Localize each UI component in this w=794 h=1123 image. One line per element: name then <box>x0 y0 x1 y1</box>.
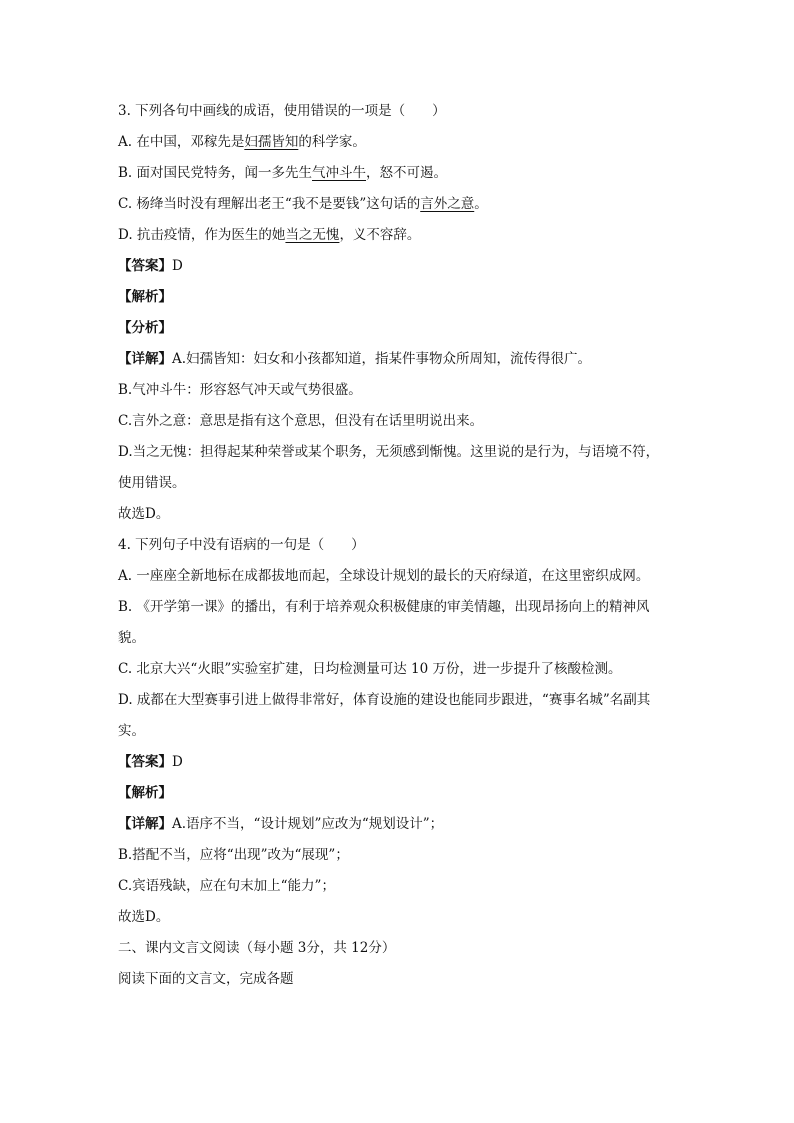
q4-analysis-label: 【解析】 <box>118 785 172 801</box>
section-2-instruction: 阅读下面的文言文，完成各题 <box>118 971 294 987</box>
q3-option-a: A. 在中国，邓稼先是妇孺皆知的科学家。 <box>118 134 366 150</box>
q4-option-c: C. 北京大兴“火眼”实验室扩建，日均检测量可达 10 万份，进一步提升了核酸检测。 <box>118 661 622 677</box>
q3-detail-d: D.当之无愧：担得起某种荣誉或某个职务，无须感到惭愧。这里说的是行为，与语境不符， <box>118 444 660 460</box>
q3-detail-c: C.言外之意：意思是指有这个意思，但没有在话里明说出来。 <box>118 413 484 429</box>
underlined-idiom: 气冲斗牛 <box>312 165 367 181</box>
underlined-idiom: 妇孺皆知 <box>244 134 299 150</box>
q3-option-d: D. 抗击疫情，作为医生的她当之无愧，义不容辞。 <box>118 227 421 243</box>
underlined-idiom: 言外之意 <box>420 196 475 212</box>
q3-analysis-label: 【解析】 <box>118 289 172 305</box>
q3-option-c: C. 杨绛当时没有理解出老王“我不是要钱”这句话的言外之意。 <box>118 196 488 212</box>
q4-option-d-cont: 实。 <box>118 723 145 739</box>
underlined-idiom: 当之无愧 <box>285 227 340 243</box>
q4-conclusion: 故选D。 <box>118 909 170 925</box>
q4-answer: 【答案】D <box>118 754 183 770</box>
q4-detail-b: B.搭配不当，应将“出现”改为“展现”； <box>118 847 349 863</box>
q3-detail-a: 【详解】A.妇孺皆知：妇女和小孩都知道，指某件事物众所周知，流传得很广。 <box>118 351 592 367</box>
q4-detail-a: 【详解】A.语序不当，“设计规划”应改为“规划设计”； <box>118 816 444 832</box>
q3-fenxi-label: 【分析】 <box>118 320 172 336</box>
q3-detail-b: B.气冲斗牛：形容怒气冲天或气势很盛。 <box>118 382 362 398</box>
q4-detail-c: C.宾语残缺，应在句末加上“能力”； <box>118 878 335 894</box>
section-2-title: 二、课内文言文阅读（每小题 3分，共 12分） <box>118 940 396 956</box>
q4-option-b-cont: 貌。 <box>118 630 145 646</box>
q3-option-b: B. 面对国民党特务，闻一多先生气冲斗牛，怒不可遏。 <box>118 165 448 181</box>
q3-stem: 3. 下列各句中画线的成语，使用错误的一项是（ ） <box>118 103 446 119</box>
q3-detail-d-cont: 使用错误。 <box>118 475 186 491</box>
document-body <box>118 101 678 1000</box>
q4-option-d: D. 成都在大型赛事引进上做得非常好，体育设施的建设也能同步跟进，“赛事名城”名副其 <box>118 692 651 708</box>
q4-option-a: A. 一座座全新地标在成都拔地而起，全球设计规划的最长的天府绿道，在这里密织成网。 <box>118 568 650 584</box>
q4-option-b: B. 《开学第一课》的播出，有利于培养观众积极健康的审美情趣，出现昂扬向上的精神风 <box>118 599 650 615</box>
q4-stem: 4. 下列句子中没有语病的一句是（ ） <box>118 537 365 553</box>
q3-answer: 【答案】D <box>118 258 183 274</box>
q3-conclusion: 故选D。 <box>118 506 170 522</box>
